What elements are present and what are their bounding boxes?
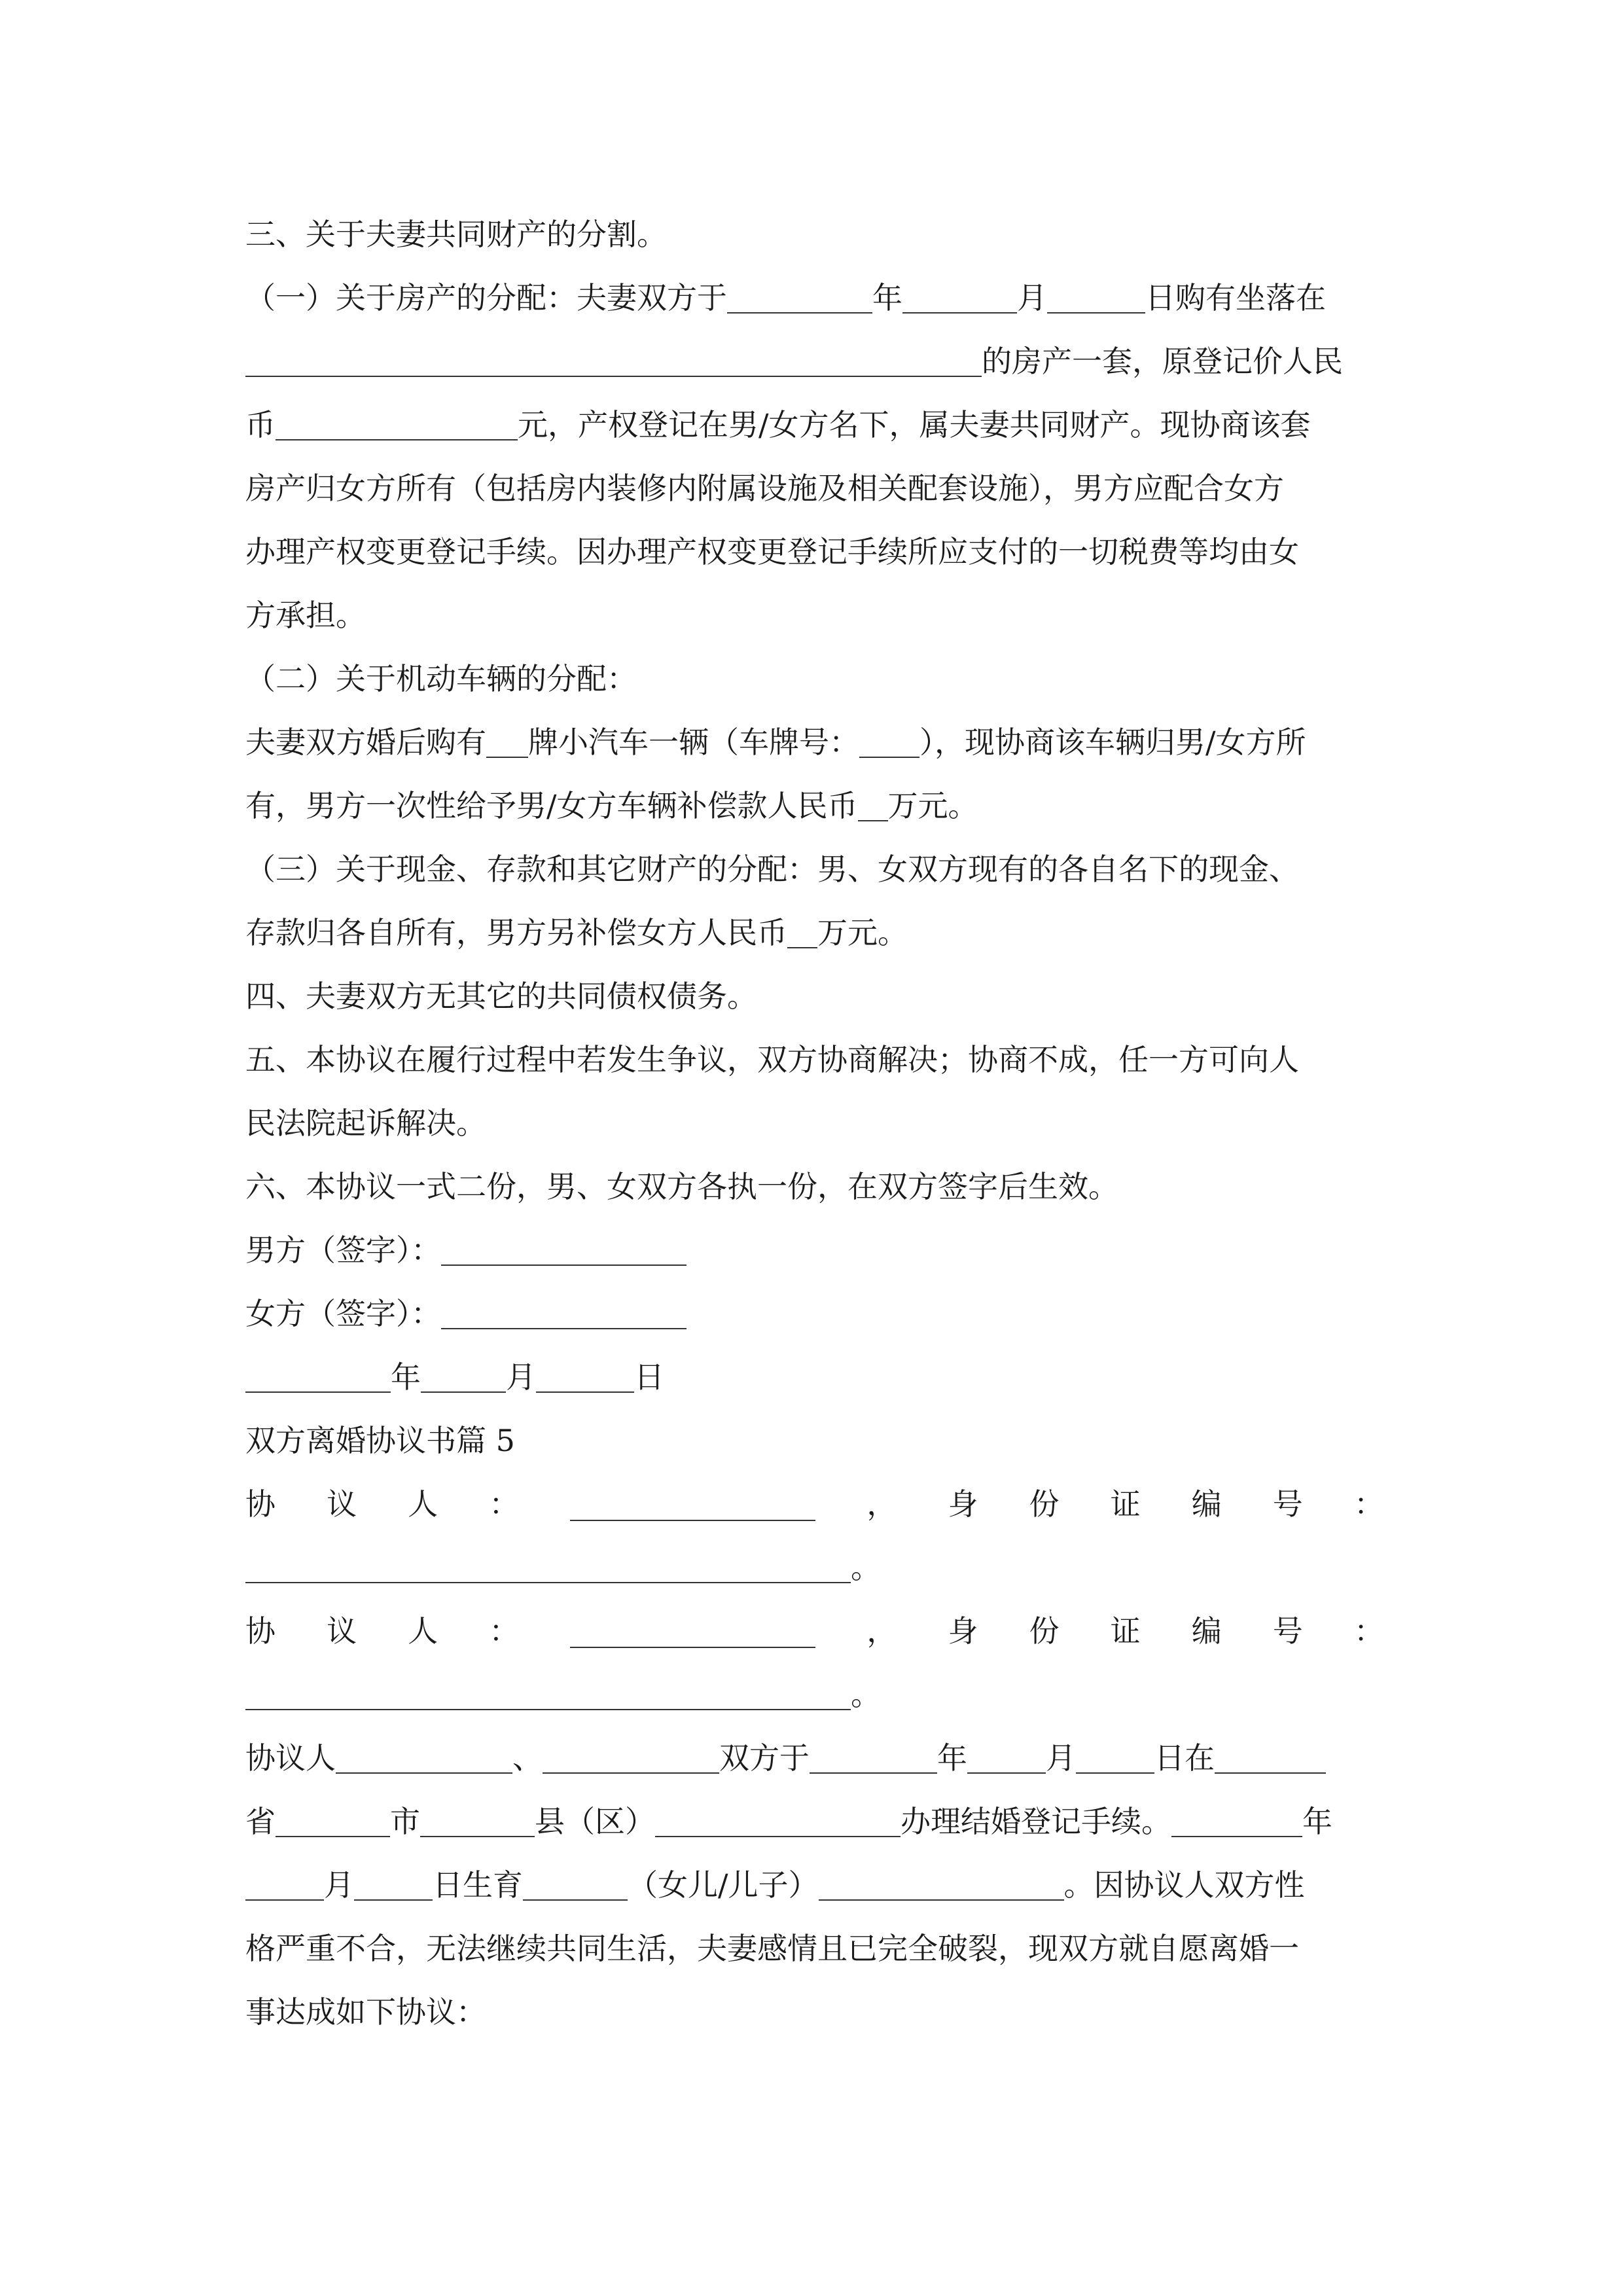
house-year-label: 年 [872,280,902,315]
house-line-2 [245,330,1384,393]
cash-compensation-blank[interactable] [787,916,817,948]
vehicle-title [245,647,1384,711]
party1-id-char: 证 [1110,1486,1141,1522]
house-year-blank[interactable] [727,281,872,314]
vehicle-text-1b: 牌小汽车一辆（车牌号： [528,725,859,760]
party1-id-blank[interactable] [245,1551,851,1583]
cash-text-1: （三）关于现金、存款和其它财产的分配：男、女双方现有的各自名下的现金、 [245,852,1299,887]
male-signature-label: 男方（签字）： [245,1232,441,1268]
marriage-year-label: 年 [937,1740,967,1776]
vehicle-text-2b: 万元。 [887,788,978,823]
vehicle-text-1c: ），现协商该车辆归男/女方所 [919,725,1306,760]
house-text-4: 房产归女方所有（包括房内装修内附属设施及相关配套设施），男方应配合女方 [245,471,1284,506]
party2-name-blank[interactable] [570,1615,815,1647]
party1-line [245,1473,1384,1536]
party1-id-colon: ： [1353,1486,1384,1522]
house-month-label: 月 [1017,280,1047,315]
party2-char: 议 [327,1613,357,1649]
house-line-4 [245,457,1384,520]
vehicle-title-text: （二）关于机动车辆的分配： [245,661,637,696]
county-label: 县（区） [535,1804,655,1839]
marriage-month-label: 月 [1046,1740,1076,1776]
party2-id-char: 号 [1272,1613,1303,1649]
vehicle-text-1a: 夫妻双方婚后购有 [245,725,486,760]
article5-title [245,1409,1384,1473]
province-label: 省 [245,1804,276,1839]
marriage-line-3 [245,1854,1384,1917]
child-label: （女儿/儿子） [628,1867,819,1903]
party2-char: 人 [408,1613,438,1649]
party1-colon: ： [489,1486,520,1522]
party1-id-char: 份 [1029,1486,1060,1522]
male-signature-blank[interactable] [441,1233,687,1266]
house-month-blank[interactable] [902,281,1017,314]
house-text-5: 办理产权变更登记手续。因办理产权变更登记手续所应支付的一切税费等均由女 [245,534,1299,569]
section5-text-2: 民法院起诉解决。 [245,1105,486,1141]
sign-day-label: 日 [634,1359,664,1395]
party1-name-blank[interactable] [570,1488,815,1520]
document-body [245,203,1384,2044]
marriage-text-p4: 格严重不合，无法继续共同生活，夫妻感情且已完全破裂，现双方就自愿离婚一 [245,1931,1299,1966]
sign-day-blank[interactable] [536,1360,634,1393]
party1-id-char: 身 [948,1486,978,1522]
sign-month-blank[interactable] [421,1360,506,1393]
party2-colon: ： [489,1613,520,1649]
marriage-text-b1: 办理结婚登记手续。 [901,1804,1171,1839]
registry-office-blank[interactable] [655,1804,901,1837]
cash-line-2 [245,901,1384,965]
vehicle-line-2 [245,774,1384,838]
party-a-name-blank[interactable] [336,1741,512,1774]
section3-title [245,203,1384,266]
house-line-6 [245,584,1384,647]
party2-id-colon: ： [1353,1613,1384,1649]
marriage-day-blank[interactable] [1076,1741,1154,1774]
marriage-text-c1: 。因协议人双方性 [1063,1867,1305,1903]
marriage-line-2 [245,1790,1384,1854]
house-line-1 [245,266,1384,330]
house-text-1: （一）关于房产的分配：夫妻双方于 [245,280,727,315]
marriage-text-p5: 事达成如下协议： [245,1994,486,2030]
city-label: 市 [390,1804,420,1839]
party1-id-char: 编 [1191,1486,1222,1522]
party1-id-char: 号 [1272,1486,1303,1522]
section3-title-text: 三、关于夫妻共同财产的分割。 [245,217,667,252]
child-name-blank[interactable] [819,1868,1064,1901]
party1-char: 议 [327,1486,357,1522]
house-day-blank[interactable] [1047,281,1145,314]
marriage-line-4 [245,1917,1384,1981]
birth-month-label: 月 [324,1867,354,1903]
article5-title-text: 双方离婚协议书篇 5 [245,1423,515,1458]
house-line-5 [245,520,1384,584]
party2-id-char: 身 [948,1613,978,1649]
cash-text-2b: 万元。 [817,915,908,950]
party2-id-char: 编 [1191,1613,1222,1649]
party1-period: 。 [851,1550,881,1585]
house-day-label: 日购有坐落在 [1145,280,1326,315]
vehicle-text-2a: 有，男方一次性给予男/女方车辆补偿款人民币 [245,788,858,823]
house-line-3 [245,393,1384,457]
party1-char: 协 [245,1486,276,1522]
sign-year-label: 年 [391,1359,421,1395]
birth-year-label: 年 [1302,1804,1332,1839]
marriage-text-a1: 协议人 [245,1740,336,1776]
female-signature-line [245,1282,1384,1346]
section5-text-1: 五、本协议在履行过程中若发生争议，双方协商解决；协商不成，任一方可向人 [245,1042,1299,1077]
marriage-text-a4: 日在 [1154,1740,1215,1776]
vehicle-line-1 [245,711,1384,774]
party2-id-line [245,1663,1384,1727]
male-signature-line [245,1219,1384,1282]
party2-id-blank[interactable] [245,1677,851,1710]
cash-text-2a: 存款归各自所有，男方另补偿女方人民币 [245,915,787,950]
cash-line-1 [245,838,1384,901]
party2-id-char: 证 [1110,1613,1141,1649]
party2-line [245,1600,1384,1663]
party1-comma: ， [866,1486,897,1522]
signature-date-line [245,1346,1384,1409]
sign-year-blank[interactable] [245,1360,391,1393]
party2-char: 协 [245,1613,276,1649]
party2-period: 。 [851,1677,881,1712]
birth-year-blank[interactable] [1171,1804,1302,1837]
house-currency-label: 币 [245,407,276,442]
vehicle-plate-blank[interactable] [859,725,919,758]
party2-id-char: 份 [1029,1613,1060,1649]
marriage-text-a3: 双方于 [719,1740,810,1776]
house-price-blank[interactable] [276,408,518,440]
party1-id-line [245,1536,1384,1600]
section6 [245,1155,1384,1219]
house-address-blank[interactable] [245,344,982,377]
city-blank[interactable] [276,1804,390,1837]
child-gender-blank[interactable] [523,1868,628,1901]
birth-day-blank[interactable] [354,1868,433,1901]
marriage-year-blank[interactable] [810,1741,937,1774]
birth-day-label: 日生育 [433,1867,523,1903]
female-signature-blank[interactable] [441,1297,687,1329]
marriage-line-1 [245,1727,1384,1790]
vehicle-brand-blank[interactable] [486,725,528,758]
house-text-6: 方承担。 [245,598,366,633]
house-text-2: 的房产一套，原登记价人民 [982,344,1343,379]
marriage-text-a2: 、 [512,1740,543,1776]
section5-line-1 [245,1028,1384,1092]
section4 [245,965,1384,1028]
marriage-line-5 [245,1981,1384,2044]
female-signature-label: 女方（签字）： [245,1296,441,1331]
party2-comma: ， [866,1613,897,1649]
county-blank[interactable] [420,1804,535,1837]
vehicle-compensation-blank[interactable] [858,789,888,821]
party-b-name-blank[interactable] [543,1741,719,1774]
section4-text: 四、夫妻双方无其它的共同债权债务。 [245,978,757,1014]
marriage-place-blank[interactable] [1215,1741,1326,1774]
sign-month-label: 月 [506,1359,536,1395]
party1-char: 人 [408,1486,438,1522]
house-text-3: 元，产权登记在男/女方名下，属夫妻共同财产。现协商该套 [518,407,1311,442]
marriage-month-blank[interactable] [967,1741,1046,1774]
section6-text: 六、本协议一式二份，男、女双方各执一份，在双方签字后生效。 [245,1169,1118,1204]
birth-month-blank[interactable] [245,1868,324,1901]
section5-line-2 [245,1092,1384,1155]
